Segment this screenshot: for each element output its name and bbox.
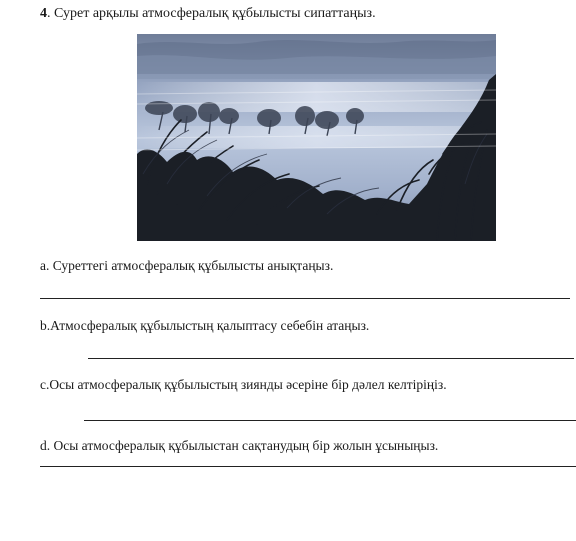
task-number: 4: [40, 6, 47, 21]
answer-line-c[interactable]: [84, 420, 576, 421]
answer-line-d[interactable]: [40, 466, 576, 467]
answer-line-b[interactable]: [88, 358, 574, 359]
task-text: . Сурет арқылы атмосфералық құбылысты сипаттаңыз.: [47, 6, 376, 21]
question-b: b.Атмосфералық құбылыстың қалыптасу себебін атаңыз.: [40, 318, 370, 333]
answer-line-a[interactable]: [40, 298, 570, 299]
question-d: d. Осы атмосфералық құбылыстан сақтанудың бір жолын ұсыныңыз.: [40, 438, 439, 453]
question-c: c.Осы атмосфералық құбылыстың зиянды әсеріне бір дәлел келтіріңіз.: [40, 377, 447, 392]
task-title: [40, 6, 376, 22]
snowstorm-photo: [137, 34, 496, 241]
question-a: a. Суреттегі атмосфералық құбылысты анықтаңыз.: [40, 258, 334, 273]
